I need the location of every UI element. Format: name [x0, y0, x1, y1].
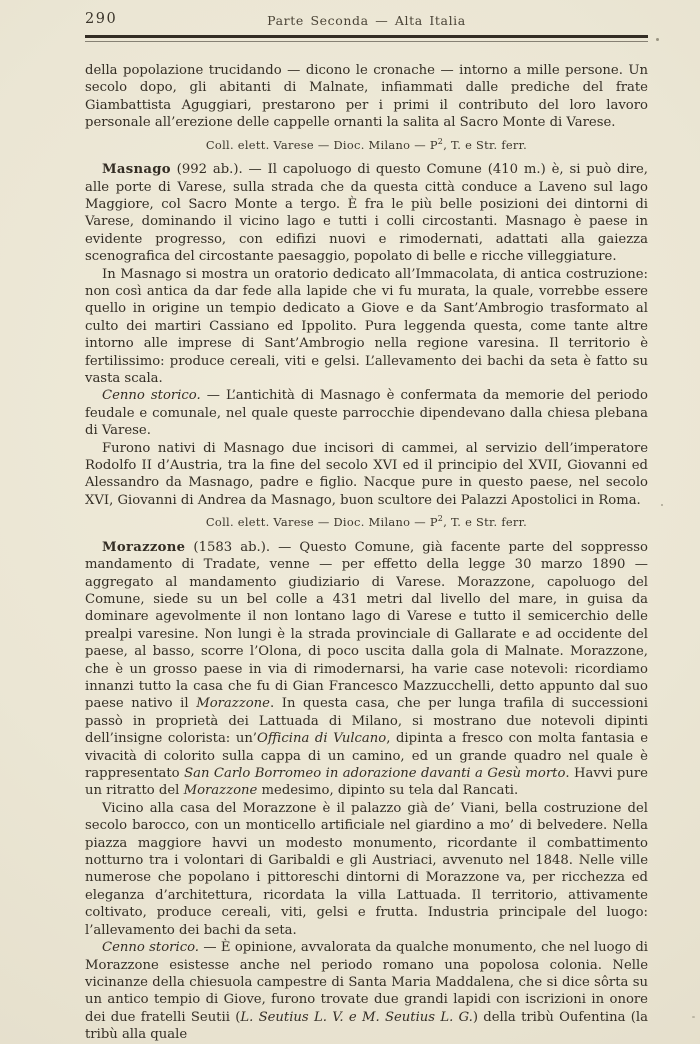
running-head	[85, 11, 648, 31]
paragraph-masnago-nativi: Furono nativi di Masnago due incisori di cammei, al servizio dell’imperatore Rodolfo II d’Austria, tra la fine del secolo XVI ed il principio del XVII, Giovanni ed Alessandro da Masnago, padre e figlio. Nacque pure in questo paese, nel secolo XVI, Giovanni di Andrea da Masnago, buon scultore dei Palazzi Apostolici in Roma.	[85, 440, 648, 508]
paragraph-masnago-oratorio: In Masnago si mostra un oratorio dedicato all’Immacolata, di antica costruzione: non così antica da dar fede alla lapide che vi fu murata, la quale, vorrebbe essere quello in origine un tempio dedicato a Giove e da Sant’Ambrogio trasformato al culto dei martiri Cassiano ed Ippolito. Pura leggenda questa, come tante altre intorno alle imprese di Sant’Ambrogio nella regione varesina. Il territorio è fertilissimo: produce cereali, viti e gelsi. L’allevamento dei bachi da seta è fatto su vasta scala.	[85, 266, 648, 386]
ink-speck	[692, 1016, 695, 1018]
paragraph-malnate-continuation: della popolazione trucidando — dicono le cronache — intorno a mille persone. Un secolo dopo, gli abitanti di Malnate, infiammati dalle prediche del frate Giambattista Aguggiari, prestarono per i primi il contributo del loro lavoro personale all’erezione delle cappelle ornanti la salita al Sacro Monte di Varese.	[85, 63, 648, 131]
paragraph-morazzone-cenno-storico: Cenno storico. — È opinione, avvalorata da qualche monumento, che nel luogo di Morazzone esistesse anche nel periodo romano una popolosa colonia. Nelle vicinanze della chiesuola campestre di Santa Maria Maddalena, che si dice sôrta su un antico tempio di Giove, furono trovate due grandi lapidi con iscrizioni in onore dei due fratelli Seutii (L. Seutius L. V. e M. Seutius L. G.) della tribù Oufentina (la tribù alla quale	[85, 940, 648, 1043]
entry-morazzone: Morazzone (1583 ab.). — Questo Comune, già facente parte del soppresso mandamento di Tradate, venne — per effetto della legge 30 marzo 1890 — aggregato al mandamento giudiziario di Varese. Morazzone, capoluogo del Comune, siede su un bel colle a 431 metri dal livello del mare, in guisa da dominare agevolmente il non lontano lago di Varese e tutto il semicerchio delle prealpi varesine. Non lungi è la strada provinciale di Gallarate e ad occidente del paese, al basso, scorre l’Olona, di poco uscita dalla gola di Malnate. Morazzone, che è un grosso paese in via di rimodernarsi, ha varie case notevoli: ricordiamo innanzi tutto la casa che fu di Gian Francesco Mazzucchelli, detto appunto dal suo paese nativo il Morazzone. In questa casa, che per lunga trafila di successioni passò in proprietà dei Lattuada di Milano, si mostrano due notevoli dipinti dell’insigne colorista: un’Officina di Vulcano, dipinta a fresco con molta fantasia e vivacità di colorito sulla cappa di un camino, ed un grande quadro nel quale è rappresentato San Carlo Borromeo in adorazione davanti a Gesù morto. Havvi pure un ritratto del Morazzone medesimo, dipinto su tela dal Rancati.	[85, 539, 649, 799]
running-title: Parte Seconda — Alta Italia	[267, 13, 466, 28]
collation-line-masnago: Coll. elett. Varese — Dioc. Milano — $P^2$, T. e Str. ferr.	[205, 136, 528, 152]
paragraph-morazzone-palazzo: Vicino alla casa del Morazzone è il palazzo già de’ Viani, bella costruzione del secolo barocco, con un monticello artificiale nel giardino a mo’ di belvedere. Nella piazza maggiore havvi un modesto monumento, ricordante il combattimento notturno tra i volontari di Garibaldi e gli Austriaci, avvenuto nel 1848. Nelle ville numerose che popolano i pittoreschi dintorni di Morazzone va, per ricchezza ed eleganza d’architettura, ricordata la villa Lattuada. Il territorio, attivamente coltivato, produce cereali, viti, gelsi e frutta. Industria principale del luogo: l’allevamento dei bachi da seta.	[85, 800, 648, 938]
ink-speck	[656, 38, 659, 41]
paragraph-masnago-cenno-storico: Cenno storico. — L’antichità di Masnago è confermata da memorie del periodo feudale e comunale, nel quale queste parrocchie dipendevano dalla chiesa plebana di Varese.	[85, 388, 648, 439]
header-rule	[85, 35, 648, 42]
ink-speck	[661, 504, 663, 506]
collation-line-morazzone: Coll. elett. Varese — Dioc. Milano — $P^2$, T. e Str. ferr.	[205, 514, 528, 530]
entry-masnago: Masnago (992 ab.). — Il capoluogo di questo Comune (410 m.) è, si può dire, alle porte di Varese, sulla strada che da questa città conduce a Laveno sul lago Maggiore, col Sacro Monte a tergo. È fra le più belle posizioni dei dintorni di Varese, dominando il vicino lago e tutti i colli circostanti. Masnago è paese in evidente progresso, con edifizi nuovi e rimodernati, adattati alla gaiezza scenografica del circostante paesaggio, popolato di belle e ricche villeggiature.	[85, 162, 648, 265]
page-number: 290	[85, 11, 118, 27]
page-text-block	[85, 62, 648, 1044]
